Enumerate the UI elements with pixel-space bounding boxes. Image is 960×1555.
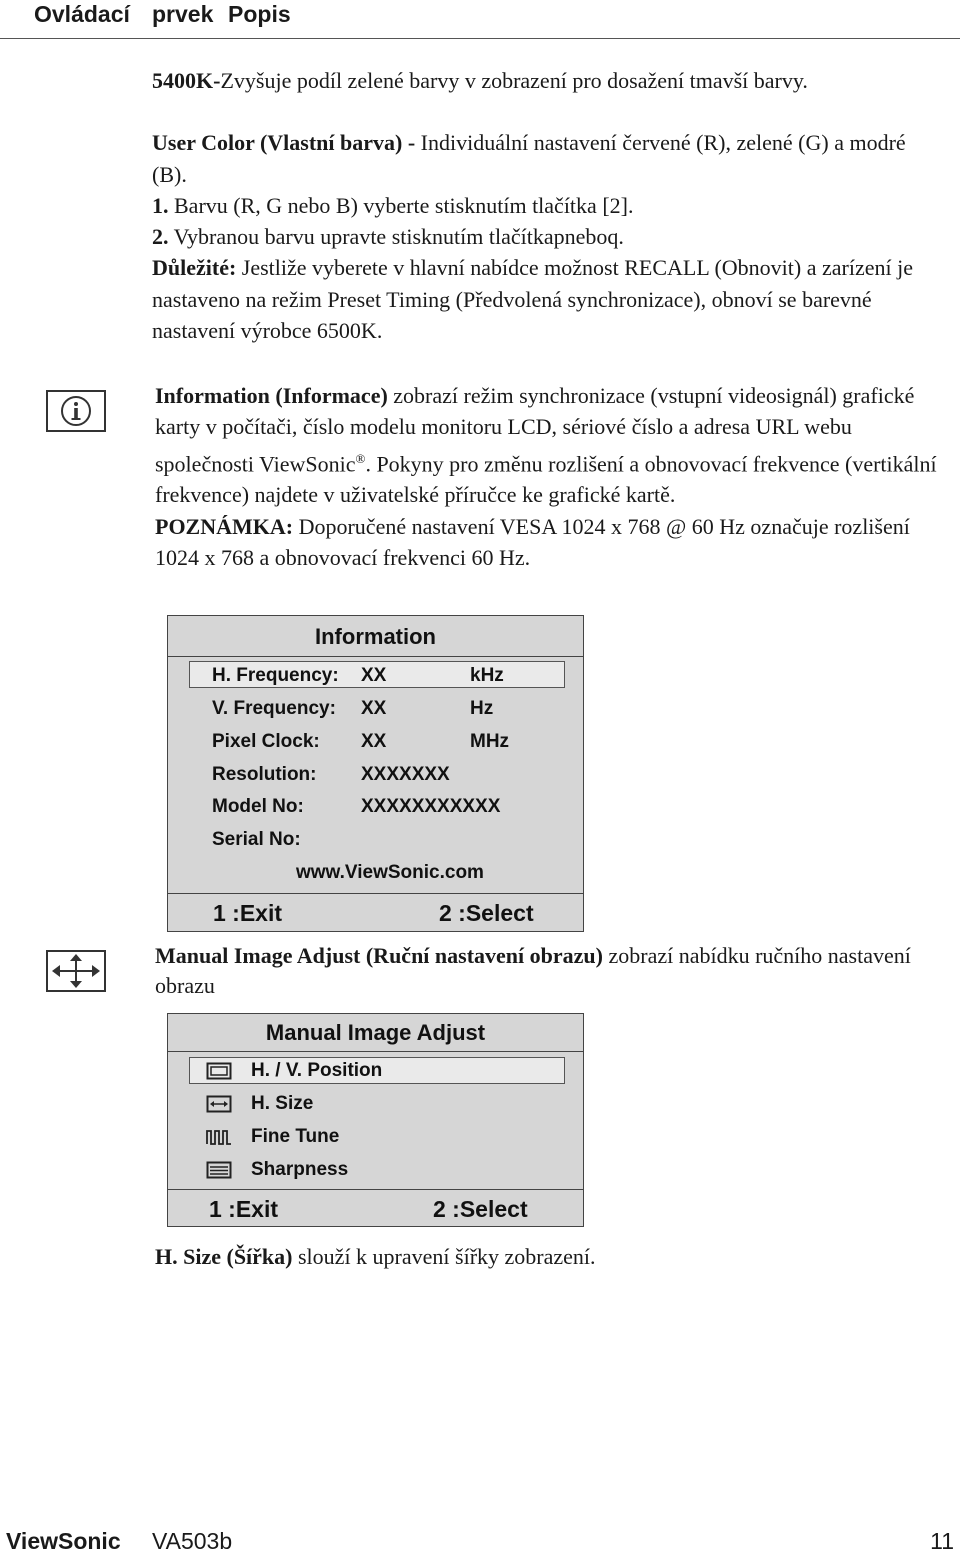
osd-title: Manual Image Adjust — [265, 1020, 486, 1045]
osd-row-value: XX — [361, 731, 387, 752]
page-footer — [0, 1521, 960, 1553]
paragraph-5400k: 5400K-Zvyšuje podíl zelené barvy v zobrazení pro dosažení tmavší barvy. — [152, 68, 808, 93]
osd-row-label: Resolution: — [212, 764, 317, 785]
paragraph-h-size: H. Size (Šířka) slouží k upravení šířky zobrazení. — [155, 1244, 596, 1269]
manual-image-adjust-section — [155, 941, 945, 1000]
osd-row-value: XXXXXXXXXXX — [361, 796, 501, 817]
information-osd — [167, 615, 584, 932]
osd-row-value: XX — [361, 665, 387, 686]
position-icon — [206, 1062, 232, 1080]
footer-model: VA503b — [152, 1528, 233, 1554]
osd-row-label: Pixel Clock: — [212, 731, 320, 752]
osd-divider-top — [168, 656, 583, 657]
osd-menu-item: Sharpness — [251, 1159, 349, 1180]
footer-brand: ViewSonic — [6, 1528, 121, 1554]
osd-select: 2 :Select — [439, 900, 534, 926]
step-1: 1. Barvu (R, G nebo B) vyberte stisknutím tlačítka [2]. — [152, 192, 634, 218]
info-icon-graphic — [48, 392, 104, 430]
h-size-icon — [206, 1095, 232, 1113]
osd-row-unit: kHz — [470, 665, 504, 686]
paragraph-user-color: User Color (Vlastní barva) - Individuální nastavení červené (R), zelené (G) a modré (B). — [152, 130, 906, 187]
osd-divider-bottom — [168, 893, 583, 894]
osd-row-unit: Hz — [470, 698, 494, 719]
paragraph-manual-image-adjust: Manual Image Adjust (Ruční nastavení obrazu) zobrazí nabídku ručního nastavení obrazu — [155, 943, 911, 998]
page-header — [0, 0, 960, 39]
sharpness-icon — [206, 1161, 232, 1179]
footer-page-number: 11 — [930, 1528, 954, 1554]
header-col-description: Popis — [228, 1, 291, 27]
osd-row-label: Serial No: — [212, 829, 301, 850]
osd-row-value: XXXXXXX — [361, 764, 450, 785]
paragraph-note: POZNÁMKA: Doporučené nastavení VESA 1024 x 768 @ 60 Hz označuje rozlišení 1024 x 768 a obnovovací frekvenci 60 Hz. — [155, 513, 910, 570]
move-arrows-icon-graphic — [48, 952, 104, 990]
information-section — [155, 380, 945, 573]
paragraph-information: Information (Informace) zobrazí režim synchronizace (vstupní videosignál) grafické karty v počítači, číslo modelu monitoru LCD, sériové číslo a adresa URL webu společnosti ViewSonic®. Pokyny pro změnu rozlišení a obnovovací frekvence (vertikální frekvence) najdete v uživatelské příručce ke grafické kartě. — [155, 383, 937, 508]
header-col-element: prvek — [152, 1, 214, 27]
osd-row-value: XX — [361, 698, 387, 719]
move-arrows-icon — [46, 950, 106, 992]
h-size-section — [155, 1241, 945, 1272]
step-2: 2. Vybranou barvu upravte stisknutím tlačítkapneboq. — [152, 224, 624, 250]
osd-exit: 1 :Exit — [213, 900, 283, 926]
paragraph-important: Důležité: Jestliže vyberete v hlavní nabídce možnost RECALL (Obnovit) a zarízení je nastaveno na režim Preset Timing (Předvolená synchronizace), obnoví se barevné nastavení výrobce 6500K. — [152, 255, 913, 344]
osd-select: 2 :Select — [433, 1196, 528, 1222]
osd-exit: 1 :Exit — [209, 1196, 279, 1222]
color-temperature-section — [152, 65, 942, 346]
osd-row-label: Model No: — [212, 796, 304, 817]
manual-image-adjust-osd — [167, 1013, 584, 1227]
osd-title: Information — [315, 624, 436, 649]
osd-menu-item: Fine Tune — [251, 1126, 340, 1147]
osd-url: www.ViewSonic.com — [296, 862, 484, 883]
osd-row-label: H. Frequency: — [212, 665, 339, 686]
osd-menu-item: H. Size — [251, 1093, 314, 1114]
info-icon — [46, 390, 106, 432]
header-col-control: Ovládací — [34, 1, 130, 27]
osd-divider-bottom — [168, 1189, 583, 1190]
osd-row-label: V. Frequency: — [212, 698, 336, 719]
osd-row-unit: MHz — [470, 731, 510, 752]
osd-menu-item: H. / V. Position — [251, 1060, 383, 1081]
osd-divider-top — [168, 1051, 583, 1052]
fine-tune-icon — [206, 1128, 232, 1146]
